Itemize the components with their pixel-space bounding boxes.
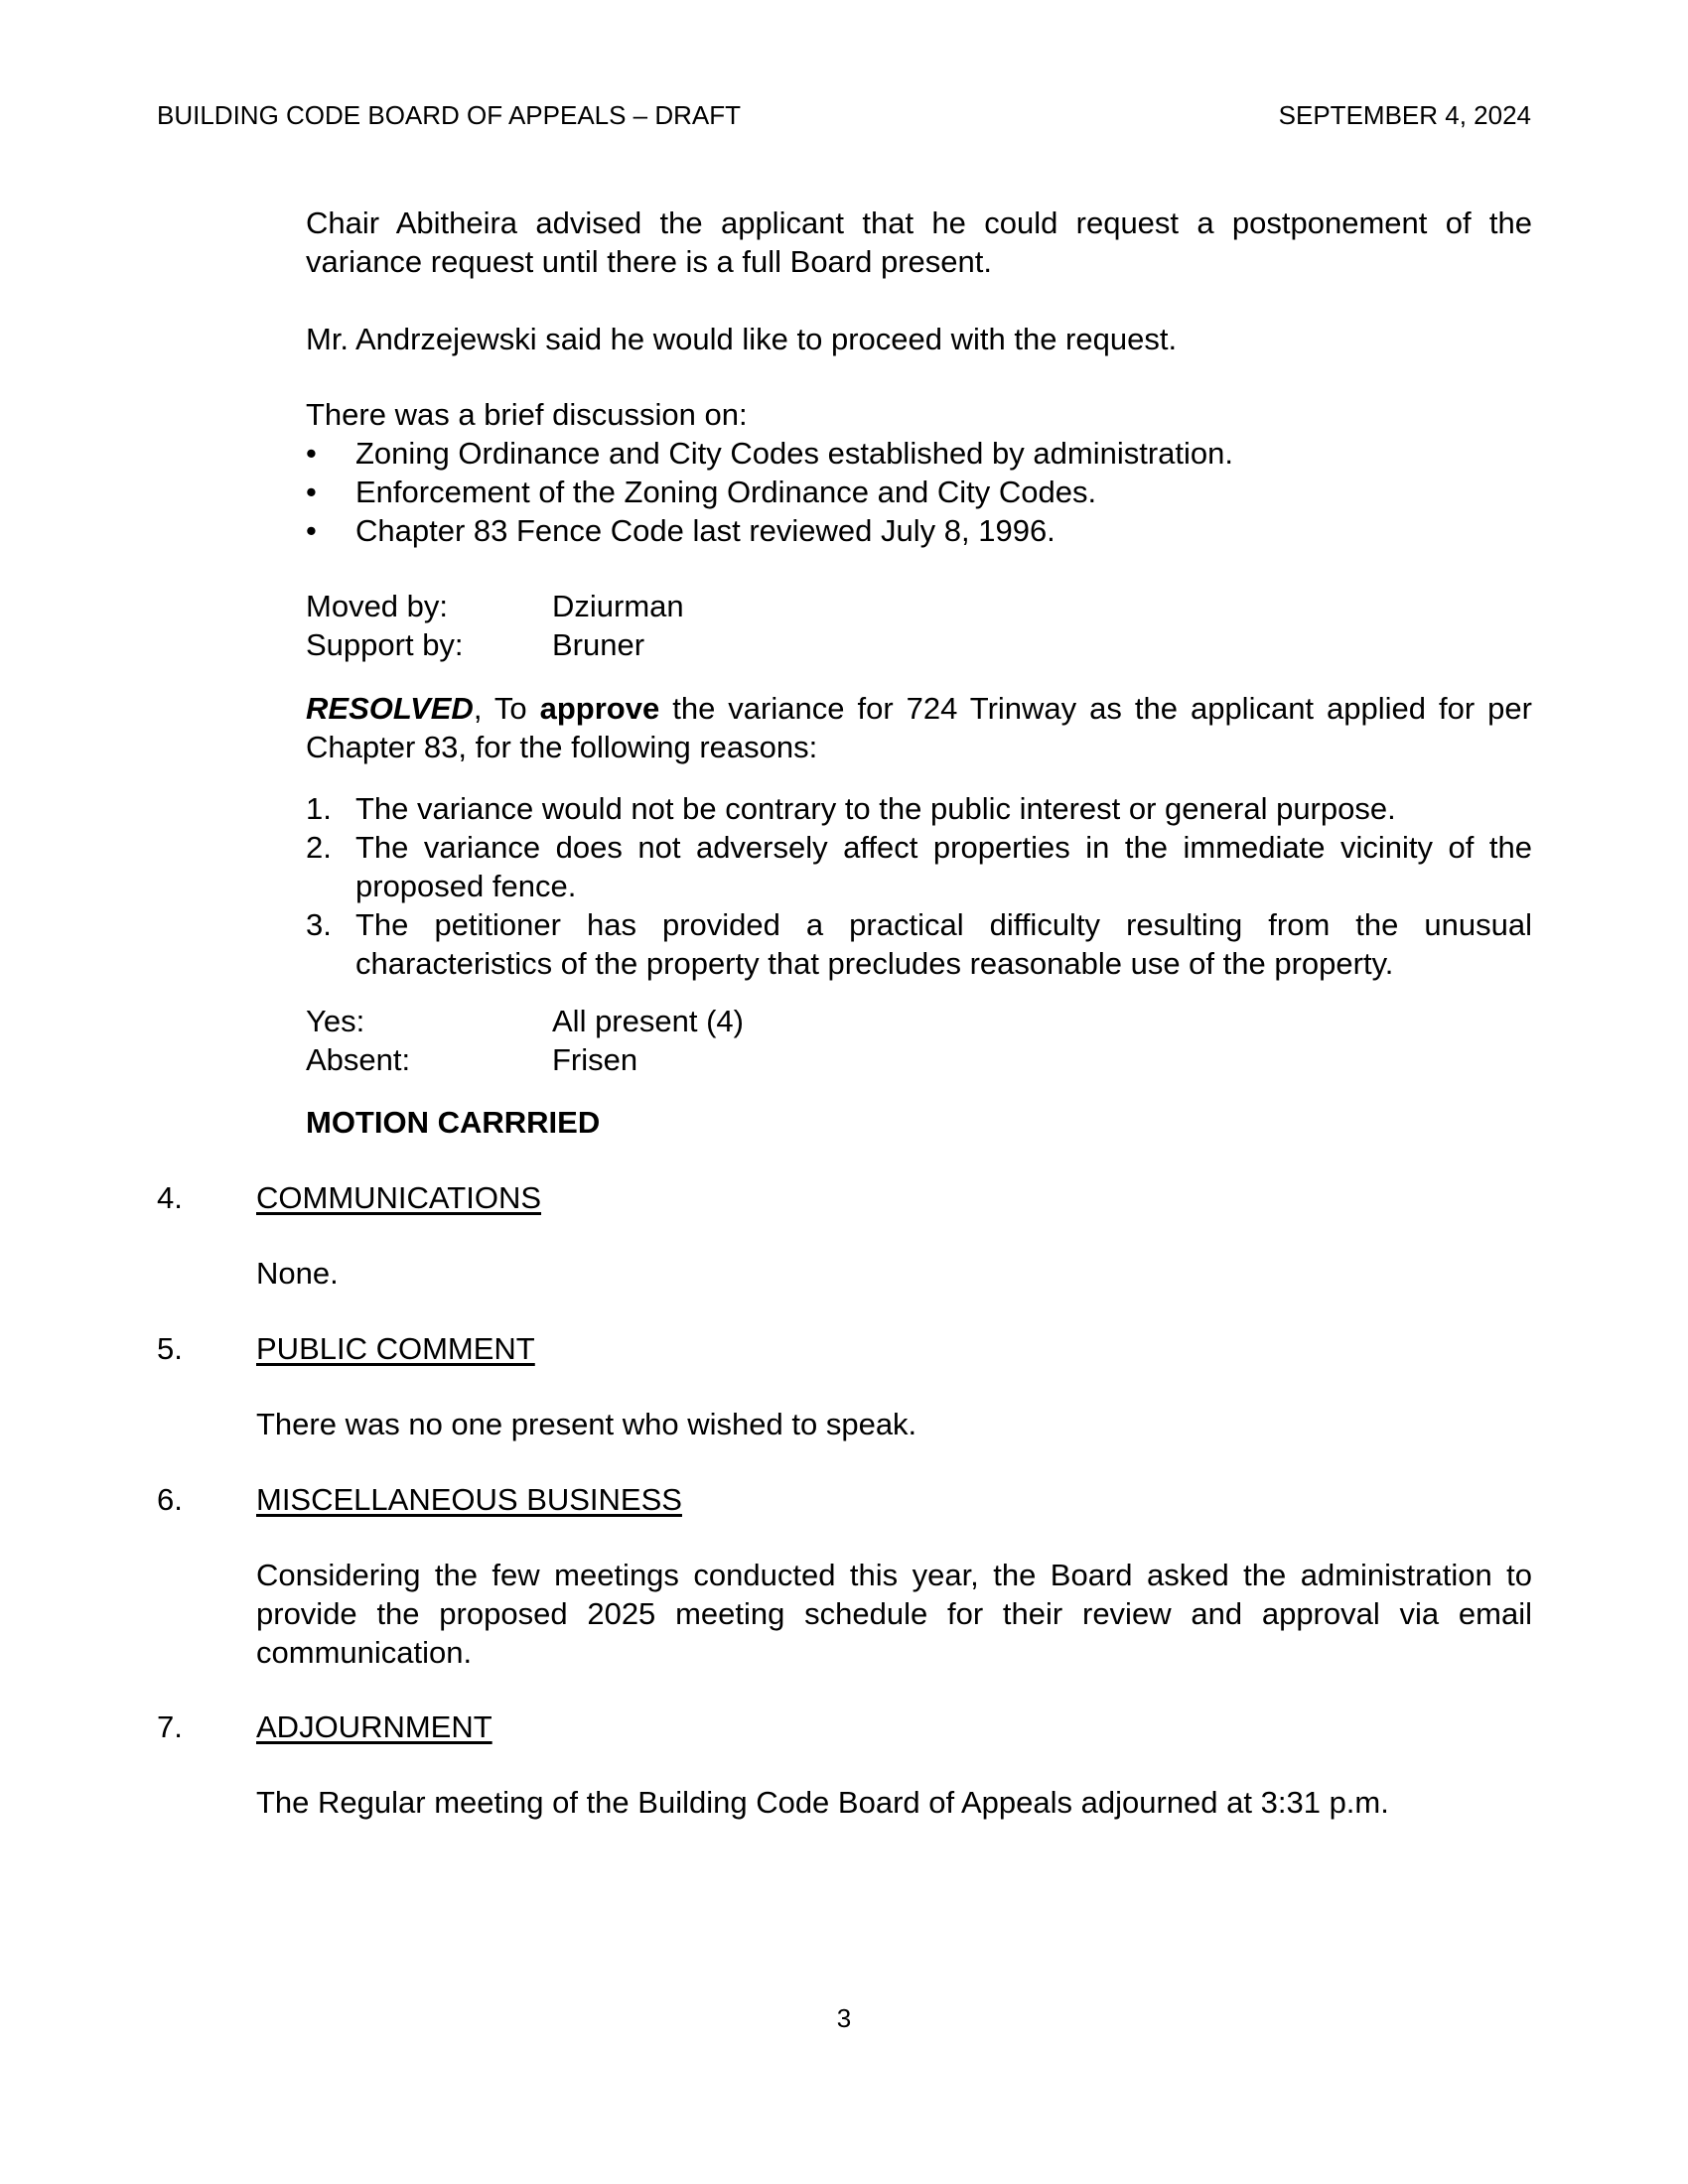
list-item: [306, 905, 1532, 983]
yes-value: All present (4): [552, 1004, 744, 1038]
list-item: [306, 789, 1532, 828]
absent-value: Frisen: [552, 1042, 638, 1077]
motion-result: MOTION CARRRIED: [306, 1105, 601, 1140]
approve-keyword: approve: [539, 691, 660, 726]
header-date: SEPTEMBER 4, 2024: [1278, 100, 1531, 130]
yes-label: Yes:: [306, 1004, 365, 1038]
section-title: COMMUNICATIONS: [256, 1180, 542, 1215]
page-number: 3: [836, 2003, 852, 2033]
list-item-text: The variance does not adversely affect properties in the immediate vicinity of the proposed fence.: [355, 830, 1532, 903]
section-number: 5.: [157, 1331, 183, 1366]
list-number: 2.: [306, 830, 332, 865]
list-item-text: The petitioner has provided a practical difficulty resulting from the unusual characteristics of the property that precludes reasonable use of the property.: [355, 907, 1532, 981]
resolution-paragraph: [306, 689, 1532, 766]
reasons-block: [306, 789, 1532, 983]
section-body-adjournment: The Regular meeting of the Building Code Board of Appeals adjourned at 3:31 p.m.: [256, 1785, 1389, 1820]
list-item: [306, 434, 1532, 473]
moved-by-value: Dziurman: [552, 589, 684, 623]
list-item: [306, 828, 1532, 905]
section-title: MISCELLANEOUS BUSINESS: [256, 1482, 682, 1517]
section-body-miscellaneous: Considering the few meetings conducted this year, the Board asked the administration to provide the proposed 2025 meeting schedule for their review and approval via email communication.: [256, 1558, 1532, 1670]
yes-row: [306, 1002, 1532, 1040]
discussion-list: [306, 434, 1532, 550]
bullet-icon: •: [306, 513, 317, 548]
list-item: [306, 473, 1532, 511]
discussion-intro: There was a brief discussion on:: [306, 397, 748, 432]
postponement-paragraph: Chair Abitheira advised the applicant that he could request a postponement of the variance request until there is a full Board present.: [306, 205, 1532, 279]
resolved-keyword: RESOLVED: [306, 691, 474, 726]
absent-label: Absent:: [306, 1042, 411, 1077]
section-number: 6.: [157, 1482, 183, 1517]
header-title: BUILDING CODE BOARD OF APPEALS – DRAFT: [157, 100, 742, 130]
discussion-block: [306, 395, 1532, 550]
list-item: [306, 511, 1532, 550]
proceed-paragraph: Mr. Andrzejewski said he would like to proceed with the request.: [306, 322, 1178, 356]
support-by-row: [306, 625, 1532, 664]
support-by-value: Bruner: [552, 627, 645, 662]
section-number: 7.: [157, 1709, 183, 1744]
vote-block: [306, 1002, 1532, 1079]
motion-block: [306, 587, 1532, 664]
list-item-text: The variance would not be contrary to the public interest or general purpose.: [355, 791, 1396, 826]
section-title: PUBLIC COMMENT: [256, 1331, 535, 1366]
support-by-label: Support by:: [306, 627, 464, 662]
resolution-text-2: the variance for 724 Trinway as the applicant applied for per Chapter 83, for the following reasons:: [306, 691, 1532, 764]
list-item-text: Zoning Ordinance and City Codes established by administration.: [355, 436, 1233, 471]
list-item-text: Chapter 83 Fence Code last reviewed July 8, 1996.: [355, 513, 1055, 548]
resolution-text-1: , To: [473, 691, 540, 726]
absent-row: [306, 1040, 1532, 1079]
section-number: 4.: [157, 1180, 183, 1215]
section-body-public-comment: There was no one present who wished to speak.: [256, 1407, 917, 1441]
moved-by-label: Moved by:: [306, 589, 449, 623]
section-body-communications: None.: [256, 1256, 339, 1291]
section-title: ADJOURNMENT: [256, 1709, 492, 1744]
moved-by-row: [306, 587, 1532, 625]
bullet-icon: •: [306, 475, 317, 509]
reasons-list: [306, 789, 1532, 983]
list-number: 3.: [306, 907, 332, 942]
bullet-icon: •: [306, 436, 317, 471]
list-item-text: Enforcement of the Zoning Ordinance and City Codes.: [355, 475, 1097, 509]
list-number: 1.: [306, 791, 332, 826]
